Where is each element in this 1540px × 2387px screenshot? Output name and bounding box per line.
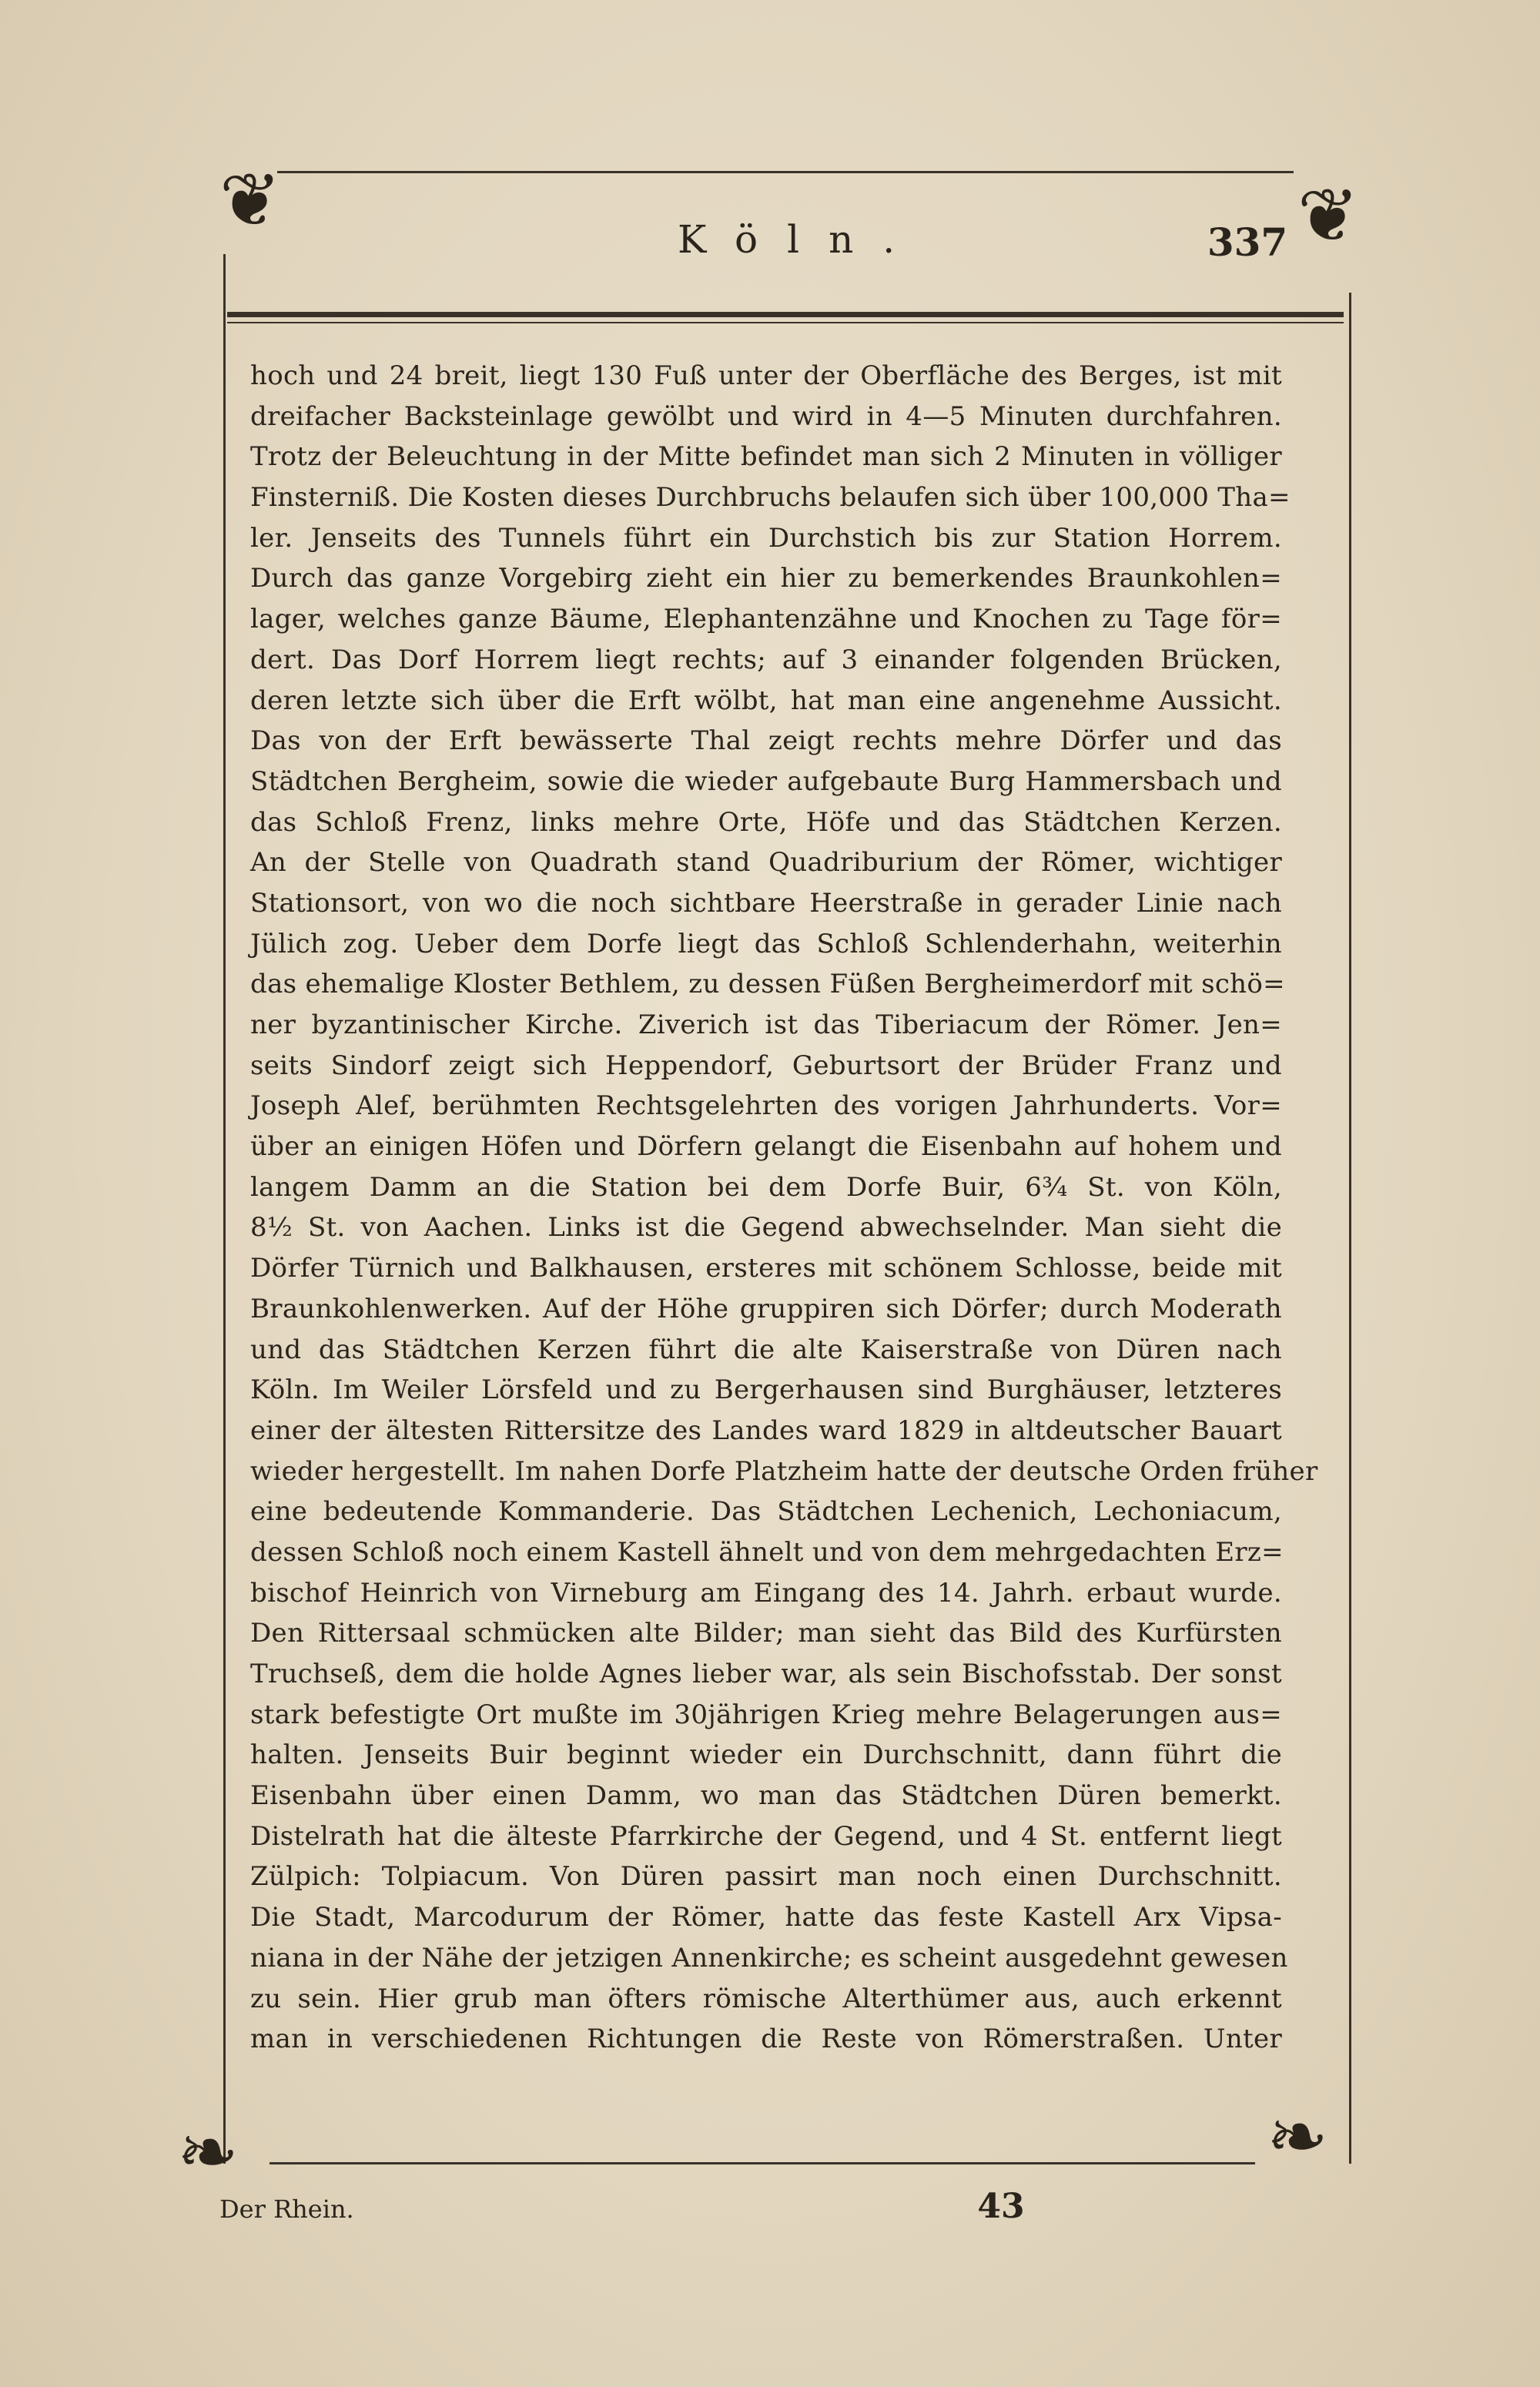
right-border — [1349, 293, 1351, 2164]
header-rule-thick — [227, 312, 1344, 317]
text-line: dreifacher Backsteinlage gewölbt und wird in 4—5 Minuten durchfahren. — [250, 400, 1282, 432]
text-line: zu sein. Hier grub man öfters römische Alterthümer aus, auch erkennt — [250, 1983, 1282, 2014]
top-rule — [277, 171, 1294, 173]
text-line: Jülich zog. Ueber dem Dorfe liegt das Schloß Schlenderhahn, weiterhin — [250, 928, 1282, 959]
text-line: Distelrath hat die älteste Pfarrkirche der Gegend, und 4 St. entfernt liegt — [250, 1820, 1282, 1852]
running-head-title: Köln. — [678, 217, 925, 262]
corner-ornament-top-left-icon: ❦ — [219, 157, 282, 243]
footer-signature: Der Rhein. — [219, 2194, 354, 2224]
page-number: 337 — [1207, 219, 1288, 265]
text-line: Eisenbahn über einen Damm, wo man das Städtchen Düren bemerkt. — [250, 1780, 1282, 1812]
text-line: lager, welches ganze Bäume, Elephantenzähne und Knochen zu Tage för= — [250, 604, 1282, 635]
text-line: niana in der Nähe der jetzigen Annenkirche; es scheint ausgedehnt gewesen — [250, 1942, 1288, 1974]
text-line: Zülpich: Tolpiacum. Von Düren passirt man noch einen Durchschnitt. — [250, 1861, 1282, 1893]
text-line: Braunkohlenwerken. Auf der Höhe gruppiren sich Dörfer; durch Moderath — [250, 1293, 1282, 1324]
footer-sheet-number: 43 — [977, 2187, 1025, 2226]
text-line: dert. Das Dorf Horrem liegt rechts; auf 3 einander folgenden Brücken, — [250, 644, 1282, 675]
text-line: hoch und 24 breit, liegt 130 Fuß unter der Oberfläche des Berges, ist mit — [250, 360, 1282, 391]
body-text — [250, 356, 1318, 2060]
text-line: Städtchen Bergheim, sowie die wieder aufgebaute Burg Hammersbach und — [250, 765, 1282, 797]
text-line: Truchseß, dem die holde Agnes lieber war, als sein Bischofsstab. Der sonst — [250, 1659, 1282, 1689]
text-line: An der Stelle von Quadrath stand Quadriburium der Römer, wichtiger — [250, 847, 1282, 879]
text-line: eine bedeutende Kommanderie. Das Städtchen Lechenich, Lechoniacum, — [250, 1496, 1282, 1528]
text-line: Trotz der Beleuchtung in der Mitte befindet man sich 2 Minuten in völliger — [250, 441, 1282, 473]
text-line: einer der ältesten Rittersitze des Landes ward 1829 in altdeutscher Bauart — [250, 1414, 1282, 1446]
text-line: stark befestigte Ort mußte im 30jährigen Krieg mehre Belagerungen aus= — [250, 1699, 1282, 1730]
text-line: Das von der Erft bewässerte Thal zeigt rechts mehre Dörfer und das — [250, 725, 1282, 757]
text-line: seits Sindorf zeigt sich Heppendorf, Geburtsort der Brüder Franz und — [250, 1050, 1282, 1081]
text-line: deren letzte sich über die Erft wölbt, hat man eine angenehme Aussicht. — [250, 685, 1282, 716]
corner-ornament-top-right-icon: ❦ — [1297, 172, 1360, 259]
header-rule-thin — [227, 322, 1344, 323]
text-line: das ehemalige Kloster Bethlem, zu dessen Füßen Bergheimerdorf mit schö= — [250, 969, 1285, 1000]
text-line: Die Stadt, Marcodurum der Römer, hatte das feste Kastell Arx Vipsa- — [250, 1902, 1282, 1933]
text-line: Den Rittersaal schmücken alte Bilder; man sieht das Bild des Kurfürsten — [250, 1618, 1282, 1649]
text-line: ler. Jenseits des Tunnels führt ein Durchstich bis zur Station Horrem. — [250, 522, 1282, 554]
text-line: halten. Jenseits Buir beginnt wieder ein Durchschnitt, dann führt die — [250, 1739, 1282, 1771]
text-line: über an einigen Höfen und Dörfern gelangt die Eisenbahn auf hohem und — [250, 1131, 1282, 1163]
text-line: Joseph Alef, berühmten Rechtsgelehrten des vorigen Jahrhunderts. Vor= — [250, 1090, 1282, 1122]
corner-ornament-bottom-left-icon: ❧ — [176, 2109, 239, 2195]
text-line: und das Städtchen Kerzen führt die alte Kaiserstraße von Düren nach — [250, 1334, 1282, 1365]
text-line: Köln. Im Weiler Lörsfeld und zu Bergerhausen sind Burghäuser, letzteres — [250, 1374, 1282, 1406]
text-line: Stationsort, von wo die noch sichtbare Heerstraße in gerader Linie nach — [250, 887, 1282, 919]
text-line: Durch das ganze Vorgebirg zieht ein hier zu bemerkendes Braunkohlen= — [250, 563, 1282, 594]
text-line: wieder hergestellt. Im nahen Dorfe Platzheim hatte der deutsche Orden früher — [250, 1455, 1318, 1487]
text-line: man in verschiedenen Richtungen die Reste von Römerstraßen. Unter — [250, 2024, 1282, 2055]
text-line: dessen Schloß noch einem Kastell ähnelt und von dem mehrgedachten Erz= — [250, 1536, 1284, 1568]
left-border — [223, 254, 226, 2164]
corner-ornament-bottom-right-icon: ❧ — [1266, 2094, 1329, 2180]
text-line: Dörfer Türnich und Balkhausen, ersteres mit schönem Schlosse, beide mit — [250, 1253, 1282, 1284]
bottom-rule — [270, 2162, 1255, 2164]
text-line: das Schloß Frenz, links mehre Orte, Höfe und das Städtchen Kerzen. — [250, 806, 1282, 838]
text-line: bischof Heinrich von Virneburg am Eingang des 14. Jahrh. erbaut wurde. — [250, 1577, 1282, 1609]
text-line: 8½ St. von Aachen. Links ist die Gegend abwechselnder. Man sieht die — [250, 1212, 1282, 1244]
text-line: Finsterniß. Die Kosten dieses Durchbruchs belaufen sich über 100,000 Tha= — [250, 482, 1291, 514]
text-line: langem Damm an die Station bei dem Dorfe Buir, 6¾ St. von Köln, — [250, 1171, 1282, 1203]
text-line: ner byzantinischer Kirche. Ziverich ist das Tiberiacum der Römer. Jen= — [250, 1009, 1282, 1040]
